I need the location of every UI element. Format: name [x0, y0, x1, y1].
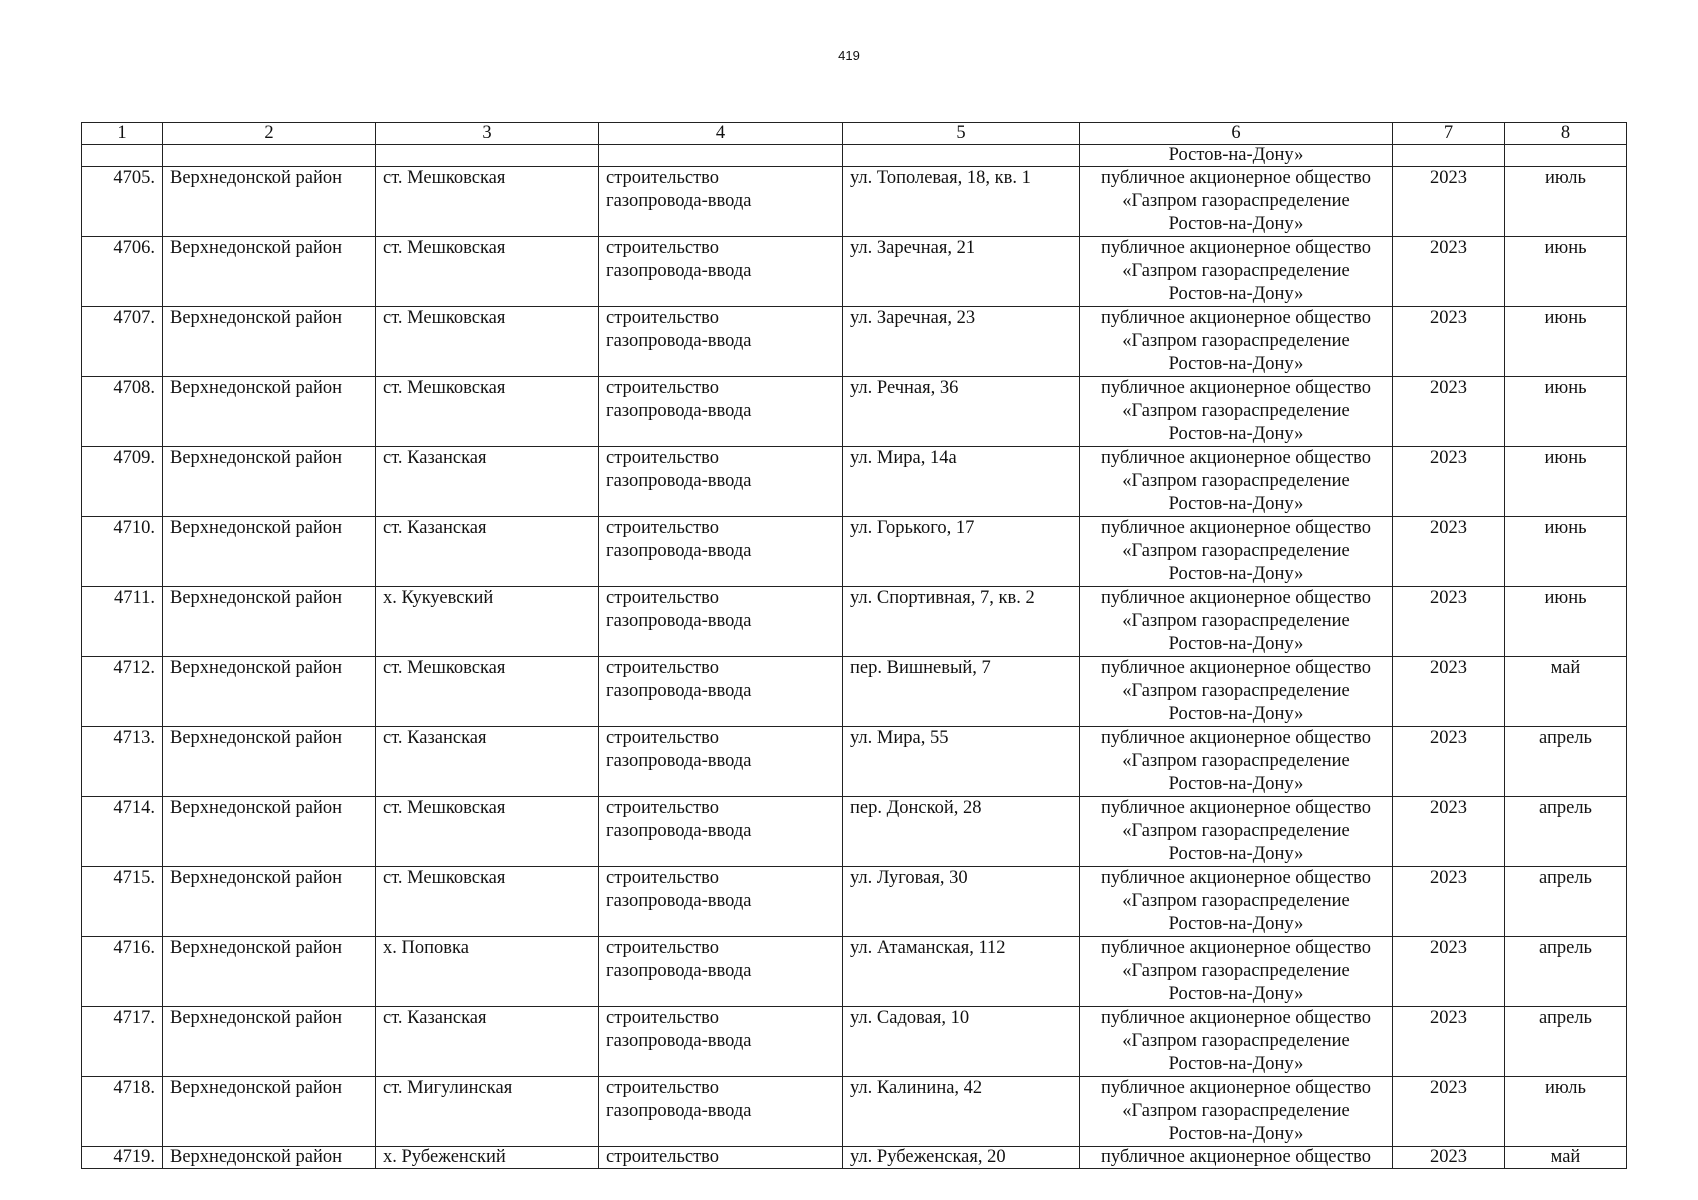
work-type-cell-line: газопровода-ввода	[606, 891, 752, 911]
work-type-cell	[599, 1147, 843, 1169]
work-type-cell-line: строительство	[606, 378, 720, 398]
work-type-cell-line: газопровода-ввода	[606, 611, 752, 631]
organization-cell-line: «Газпром газораспределение	[1122, 191, 1350, 211]
organization-cell	[1080, 447, 1393, 517]
row-number-cell: 4718.	[82, 1077, 163, 1147]
work-type-cell-line: строительство	[606, 1147, 720, 1167]
table-row	[82, 867, 1627, 937]
work-type-cell-line: газопровода-ввода	[606, 821, 752, 841]
organization-cell	[1080, 377, 1393, 447]
organization-cell	[1080, 797, 1393, 867]
locality-cell: ст. Мешковская	[376, 307, 599, 377]
district-cell: Верхнедонской район	[163, 1007, 376, 1077]
year-cell: 2023	[1393, 517, 1505, 587]
work-type-cell-line: строительство	[606, 518, 720, 538]
organization-cell	[1080, 517, 1393, 587]
row-number-cell: 4710.	[82, 517, 163, 587]
organization-cell-line: публичное акционерное общество	[1100, 658, 1372, 678]
month-cell: июнь	[1505, 377, 1627, 447]
table-row	[82, 937, 1627, 1007]
locality-cell: ст. Мешковская	[376, 377, 599, 447]
table-row	[82, 797, 1627, 867]
row-number-cell: 4707.	[82, 307, 163, 377]
continuation-cell	[599, 145, 843, 167]
month-cell: июнь	[1505, 447, 1627, 517]
table-row	[82, 237, 1627, 307]
page-number: 419	[838, 48, 860, 63]
column-number-header: 8	[1505, 123, 1627, 145]
organization-cell	[1080, 167, 1393, 237]
organization-cell-line: Ростов-на-Дону»	[1168, 774, 1304, 794]
row-number-cell: 4711.	[82, 587, 163, 657]
row-number-cell: 4709.	[82, 447, 163, 517]
district-cell: Верхнедонской район	[163, 447, 376, 517]
column-number-header: 6	[1080, 123, 1393, 145]
organization-cell-line: публичное акционерное общество	[1100, 238, 1372, 258]
continuation-cell	[1393, 145, 1505, 167]
month-cell: май	[1505, 657, 1627, 727]
organization-cell-line: «Газпром газораспределение	[1122, 401, 1350, 421]
work-type-cell-line: строительство	[606, 658, 720, 678]
organization-cell-line: публичное акционерное общество	[1100, 1078, 1372, 1098]
year-cell: 2023	[1393, 867, 1505, 937]
work-type-cell	[599, 1007, 843, 1077]
month-cell: июнь	[1505, 307, 1627, 377]
district-cell: Верхнедонской район	[163, 1147, 376, 1169]
year-cell: 2023	[1393, 377, 1505, 447]
continuation-cell	[1505, 145, 1627, 167]
row-number-cell: 4706.	[82, 237, 163, 307]
year-cell: 2023	[1393, 937, 1505, 1007]
work-type-cell-line: газопровода-ввода	[606, 961, 752, 981]
organization-cell-line: «Газпром газораспределение	[1122, 471, 1350, 491]
work-type-cell-line: газопровода-ввода	[606, 751, 752, 771]
work-type-cell-line: газопровода-ввода	[606, 1031, 752, 1051]
organization-cell-line: «Газпром газораспределение	[1122, 821, 1350, 841]
month-cell: апрель	[1505, 797, 1627, 867]
organization-cell-line: «Газпром газораспределение	[1122, 1031, 1350, 1051]
work-type-cell	[599, 1077, 843, 1147]
column-number-header: 5	[843, 123, 1080, 145]
organization-cell-line: Ростов-на-Дону»	[1168, 984, 1304, 1004]
work-type-cell-line: строительство	[606, 728, 720, 748]
year-cell: 2023	[1393, 797, 1505, 867]
organization-cell-line: Ростов-на-Дону»	[1168, 424, 1304, 444]
organization-cell	[1080, 657, 1393, 727]
district-cell: Верхнедонской район	[163, 867, 376, 937]
organization-cell-line: публичное акционерное общество	[1100, 308, 1372, 328]
locality-cell: ст. Казанская	[376, 517, 599, 587]
month-cell: май	[1505, 1147, 1627, 1169]
table-row	[82, 377, 1627, 447]
table-row	[82, 1007, 1627, 1077]
year-cell: 2023	[1393, 307, 1505, 377]
locality-cell: ст. Казанская	[376, 1007, 599, 1077]
year-cell: 2023	[1393, 1077, 1505, 1147]
table-row	[82, 657, 1627, 727]
continuation-cell	[843, 145, 1080, 167]
organization-cell-line: «Газпром газораспределение	[1122, 1101, 1350, 1121]
work-type-cell-line: строительство	[606, 168, 720, 188]
district-cell: Верхнедонской район	[163, 237, 376, 307]
organization-cell-line: публичное акционерное общество	[1100, 938, 1372, 958]
organization-cell-line: «Газпром газораспределение	[1122, 751, 1350, 771]
district-cell: Верхнедонской район	[163, 167, 376, 237]
organization-cell-line: публичное акционерное общество	[1100, 588, 1372, 608]
organization-cell-line: Ростов-на-Дону»	[1168, 214, 1304, 234]
work-type-cell	[599, 517, 843, 587]
work-type-cell	[599, 377, 843, 447]
work-type-cell	[599, 867, 843, 937]
table-body	[82, 123, 1627, 1169]
month-cell: апрель	[1505, 867, 1627, 937]
locality-cell: ст. Казанская	[376, 727, 599, 797]
organization-cell-line: Ростов-на-Дону»	[1168, 844, 1304, 864]
locality-cell: х. Поповка	[376, 937, 599, 1007]
organization-cell-line: Ростов-на-Дону»	[1168, 494, 1304, 514]
table-row	[82, 167, 1627, 237]
address-cell: ул. Заречная, 21	[843, 237, 1080, 307]
table-row	[82, 727, 1627, 797]
work-type-cell-line: строительство	[606, 1078, 720, 1098]
month-cell: июль	[1505, 1077, 1627, 1147]
work-type-cell-line: строительство	[606, 798, 720, 818]
organization-cell-line: «Газпром газораспределение	[1122, 961, 1350, 981]
district-cell: Верхнедонской район	[163, 937, 376, 1007]
work-type-cell-line: строительство	[606, 868, 720, 888]
organization-cell-line: Ростов-на-Дону»	[1168, 914, 1304, 934]
month-cell: июнь	[1505, 587, 1627, 657]
row-number-cell: 4713.	[82, 727, 163, 797]
continuation-cell	[82, 145, 163, 167]
row-number-cell: 4708.	[82, 377, 163, 447]
district-cell: Верхнедонской район	[163, 1077, 376, 1147]
organization-cell-line: публичное акционерное общество	[1100, 868, 1372, 888]
organization-cell	[1080, 1077, 1393, 1147]
organization-cell-line: «Газпром газораспределение	[1122, 541, 1350, 561]
month-cell: июнь	[1505, 517, 1627, 587]
locality-cell: ст. Казанская	[376, 447, 599, 517]
year-cell: 2023	[1393, 1007, 1505, 1077]
work-type-cell	[599, 237, 843, 307]
organization-cell-line: Ростов-на-Дону»	[1168, 284, 1304, 304]
work-type-cell-line: строительство	[606, 1008, 720, 1028]
district-cell: Верхнедонской район	[163, 797, 376, 867]
year-cell: 2023	[1393, 657, 1505, 727]
organization-cell	[1080, 1147, 1393, 1169]
organization-cell-line: публичное акционерное общество	[1100, 168, 1372, 188]
address-cell: пер. Вишневый, 7	[843, 657, 1080, 727]
organization-cell-line: публичное акционерное общество	[1100, 728, 1372, 748]
year-cell: 2023	[1393, 1147, 1505, 1169]
locality-cell: ст. Мешковская	[376, 797, 599, 867]
table-row	[82, 1077, 1627, 1147]
work-type-cell-line: газопровода-ввода	[606, 1101, 752, 1121]
year-cell: 2023	[1393, 167, 1505, 237]
work-type-cell	[599, 937, 843, 1007]
column-number-header: 7	[1393, 123, 1505, 145]
month-cell: апрель	[1505, 1007, 1627, 1077]
column-number-row	[82, 123, 1627, 145]
organization-cell-line: Ростов-на-Дону»	[1168, 564, 1304, 584]
locality-cell: ст. Мешковская	[376, 657, 599, 727]
organization-cell-line: «Газпром газораспределение	[1122, 681, 1350, 701]
row-number-cell: 4714.	[82, 797, 163, 867]
work-type-cell	[599, 727, 843, 797]
organization-cell-line: публичное акционерное общество	[1100, 518, 1372, 538]
table-row	[82, 307, 1627, 377]
work-type-cell	[599, 307, 843, 377]
organization-cell-line: публичное акционерное общество	[1100, 1008, 1372, 1028]
address-cell: ул. Рубеженская, 20	[843, 1147, 1080, 1169]
continuation-cell: Ростов-на-Дону»	[1080, 145, 1393, 167]
address-cell: ул. Мира, 14а	[843, 447, 1080, 517]
row-number-cell: 4705.	[82, 167, 163, 237]
continuation-row	[82, 145, 1627, 167]
table-row	[82, 1147, 1627, 1169]
organization-cell	[1080, 867, 1393, 937]
work-type-cell-line: газопровода-ввода	[606, 331, 752, 351]
year-cell: 2023	[1393, 447, 1505, 517]
table-row	[82, 517, 1627, 587]
address-cell: ул. Садовая, 10	[843, 1007, 1080, 1077]
year-cell: 2023	[1393, 237, 1505, 307]
address-cell: ул. Речная, 36	[843, 377, 1080, 447]
work-type-cell-line: строительство	[606, 938, 720, 958]
year-cell: 2023	[1393, 587, 1505, 657]
organization-cell	[1080, 1007, 1393, 1077]
address-cell: ул. Спортивная, 7, кв. 2	[843, 587, 1080, 657]
organization-cell-line: Ростов-на-Дону»	[1168, 634, 1304, 654]
locality-cell: ст. Мешковская	[376, 867, 599, 937]
work-type-cell-line: строительство	[606, 308, 720, 328]
address-cell: ул. Горького, 17	[843, 517, 1080, 587]
work-type-cell-line: газопровода-ввода	[606, 681, 752, 701]
work-type-cell-line: газопровода-ввода	[606, 541, 752, 561]
organization-cell-line: «Газпром газораспределение	[1122, 261, 1350, 281]
column-number-header: 3	[376, 123, 599, 145]
year-cell: 2023	[1393, 727, 1505, 797]
district-cell: Верхнедонской район	[163, 517, 376, 587]
work-type-cell-line: газопровода-ввода	[606, 471, 752, 491]
work-type-cell-line: газопровода-ввода	[606, 401, 752, 421]
month-cell: июнь	[1505, 237, 1627, 307]
month-cell: апрель	[1505, 727, 1627, 797]
registry-table	[81, 122, 1627, 1169]
organization-cell	[1080, 587, 1393, 657]
work-type-cell	[599, 797, 843, 867]
organization-cell-line: «Газпром газораспределение	[1122, 891, 1350, 911]
district-cell: Верхнедонской район	[163, 377, 376, 447]
district-cell: Верхнедонской район	[163, 657, 376, 727]
locality-cell: ст. Мигулинская	[376, 1077, 599, 1147]
organization-cell-line: «Газпром газораспределение	[1122, 611, 1350, 631]
organization-cell	[1080, 237, 1393, 307]
row-number-cell: 4716.	[82, 937, 163, 1007]
organization-cell-line: публичное акционерное общество	[1100, 1147, 1372, 1167]
address-cell: ул. Тополевая, 18, кв. 1	[843, 167, 1080, 237]
address-cell: ул. Мира, 55	[843, 727, 1080, 797]
organization-cell	[1080, 937, 1393, 1007]
district-cell: Верхнедонской район	[163, 727, 376, 797]
district-cell: Верхнедонской район	[163, 307, 376, 377]
row-number-cell: 4715.	[82, 867, 163, 937]
work-type-cell	[599, 657, 843, 727]
row-number-cell: 4717.	[82, 1007, 163, 1077]
work-type-cell	[599, 447, 843, 517]
work-type-cell-line: газопровода-ввода	[606, 191, 752, 211]
address-cell: ул. Атаманская, 112	[843, 937, 1080, 1007]
column-number-header: 2	[163, 123, 376, 145]
row-number-cell: 4719.	[82, 1147, 163, 1169]
organization-cell-line: публичное акционерное общество	[1100, 798, 1372, 818]
address-cell: ул. Луговая, 30	[843, 867, 1080, 937]
organization-cell-line: Ростов-на-Дону»	[1168, 354, 1304, 374]
table-row	[82, 587, 1627, 657]
work-type-cell-line: газопровода-ввода	[606, 261, 752, 281]
column-number-header: 1	[82, 123, 163, 145]
month-cell: апрель	[1505, 937, 1627, 1007]
month-cell: июль	[1505, 167, 1627, 237]
address-cell: пер. Донской, 28	[843, 797, 1080, 867]
locality-cell: х. Кукуевский	[376, 587, 599, 657]
row-number-cell: 4712.	[82, 657, 163, 727]
organization-cell-line: «Газпром газораспределение	[1122, 331, 1350, 351]
organization-cell-line: публичное акционерное общество	[1100, 378, 1372, 398]
organization-cell-line: Ростов-на-Дону»	[1168, 1124, 1304, 1144]
organization-cell-line: публичное акционерное общество	[1100, 448, 1372, 468]
organization-cell-line: Ростов-на-Дону»	[1168, 704, 1304, 724]
work-type-cell-line: строительство	[606, 238, 720, 258]
district-cell: Верхнедонской район	[163, 587, 376, 657]
organization-cell	[1080, 307, 1393, 377]
organization-cell-line: Ростов-на-Дону»	[1168, 1054, 1304, 1074]
work-type-cell	[599, 587, 843, 657]
continuation-cell	[163, 145, 376, 167]
work-type-cell	[599, 167, 843, 237]
locality-cell: х. Рубеженский	[376, 1147, 599, 1169]
work-type-cell-line: строительство	[606, 448, 720, 468]
column-number-header: 4	[599, 123, 843, 145]
locality-cell: ст. Мешковская	[376, 167, 599, 237]
address-cell: ул. Калинина, 42	[843, 1077, 1080, 1147]
address-cell: ул. Заречная, 23	[843, 307, 1080, 377]
locality-cell: ст. Мешковская	[376, 237, 599, 307]
work-type-cell-line: строительство	[606, 588, 720, 608]
table-row	[82, 447, 1627, 517]
continuation-cell	[376, 145, 599, 167]
organization-cell	[1080, 727, 1393, 797]
